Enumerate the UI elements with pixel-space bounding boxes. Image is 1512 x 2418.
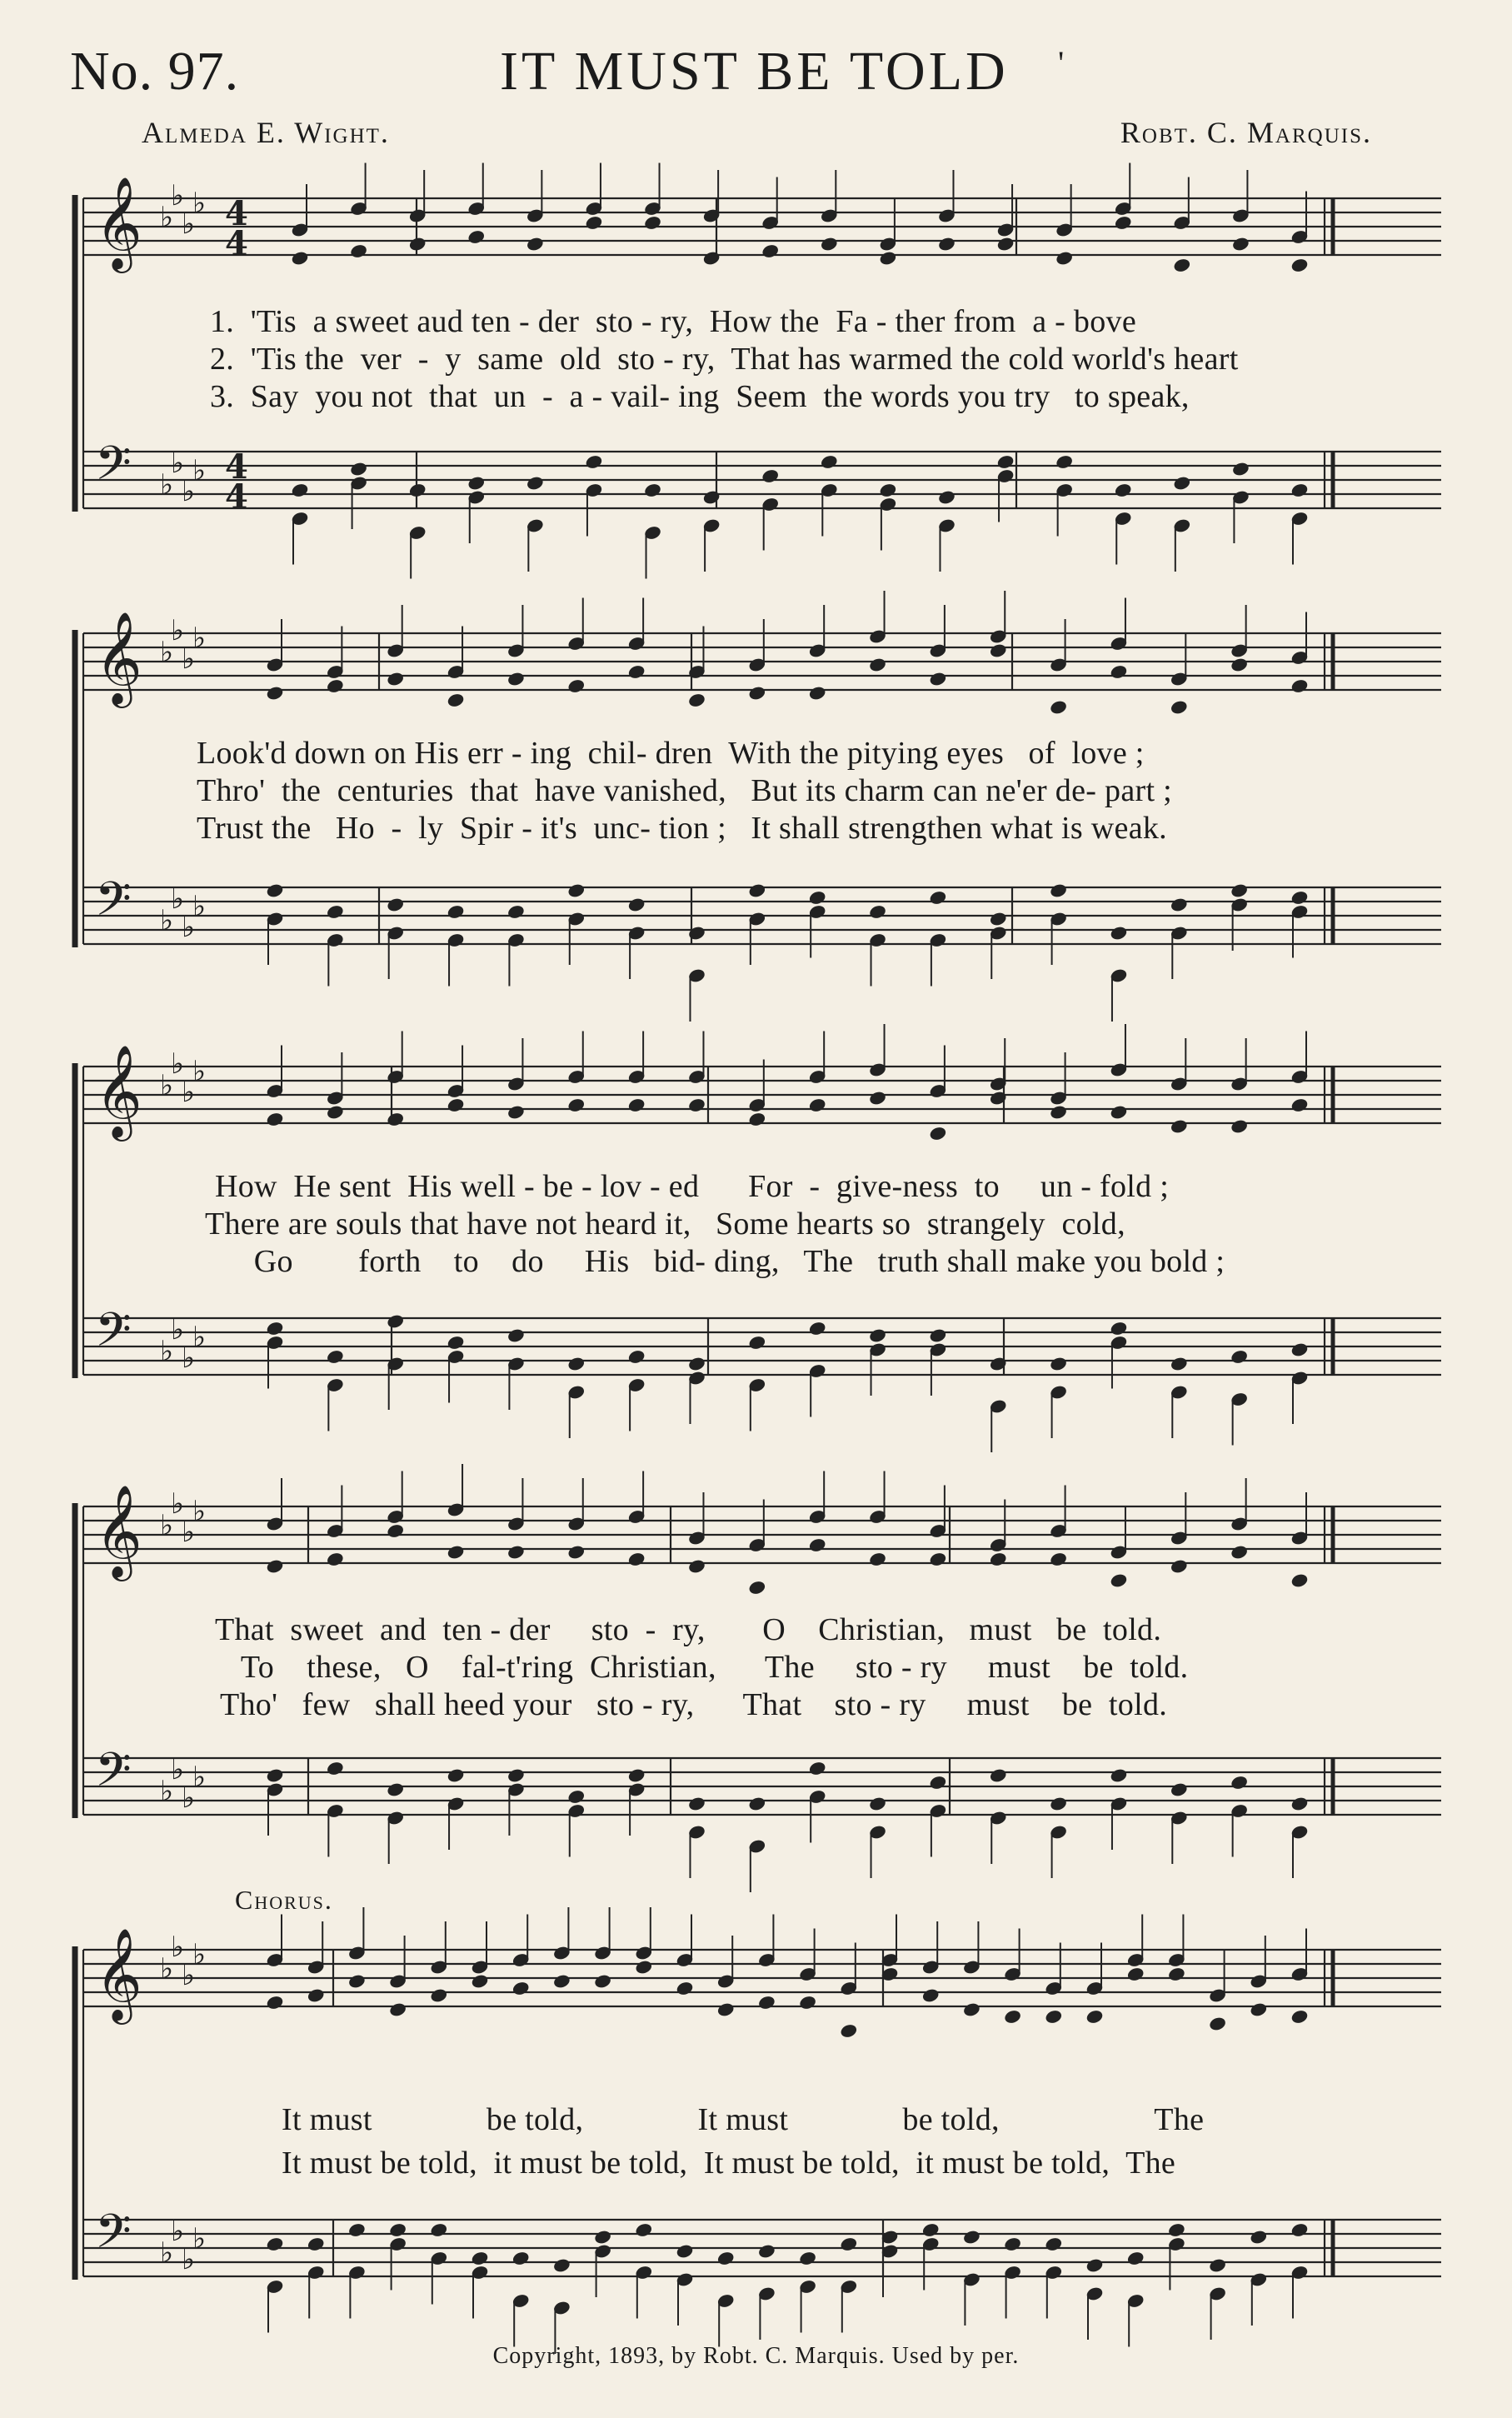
notehead [1110,926,1127,941]
flat-icon: ♭ [160,201,174,234]
notehead [929,1775,946,1790]
notehead [1115,215,1132,230]
notehead [567,883,585,898]
notehead [471,2251,488,2266]
notehead [1290,1796,1308,1811]
notehead [717,2002,735,2017]
bass-clef-icon: 𝄢 [95,1303,132,1369]
notehead [1110,1573,1127,1588]
notehead [507,904,525,919]
flat-icon: ♭ [192,1321,207,1354]
notehead [408,237,426,252]
notehead [879,251,896,266]
notehead [553,2258,571,2273]
title-mark: ' [1058,44,1065,82]
notehead [990,912,1007,927]
lyric-line: Look'd down on His err - ing chil- dren With the pitying eyes of love ; [197,736,1145,771]
lyric-line: Go forth to do His bid- ding, The truth shall make you bold ; [205,1244,1225,1279]
notehead [1250,2002,1267,2017]
lyric-line: It must be told, It must be told, The [282,2102,1205,2137]
notehead [266,1768,283,1783]
notehead [1110,1321,1127,1336]
treble-clef-icon: 𝄞 [95,1044,142,1137]
notehead [387,1782,404,1797]
notehead [1173,257,1190,272]
notehead [567,1545,585,1560]
hymn-number: No. 97. [70,41,240,102]
notehead [350,462,367,477]
notehead [1045,2236,1062,2251]
notehead [266,1995,283,2010]
notehead [635,2222,652,2237]
notehead [748,883,766,898]
notehead [1250,2230,1267,2245]
notehead [808,1321,826,1336]
notehead [808,1097,826,1112]
flat-icon: ♭ [182,911,196,944]
notehead [327,1761,344,1776]
treble-clef-icon: 𝄞 [95,1484,142,1577]
notehead [1230,1119,1248,1134]
notehead [447,692,464,707]
notehead [748,1580,766,1595]
notehead [1085,2009,1103,2024]
flat-icon: ♭ [171,179,185,212]
lyric-line: How He sent His well - be - lov - ed For - give-ness to un - fold ; [215,1169,1170,1204]
notehead [840,2023,857,2038]
lyric-line: It must be told, it must be told, It must be told, it must be told, The [282,2146,1176,2181]
notehead [430,2222,447,2237]
notehead [627,1551,645,1566]
lyric-line: Thro' the centuries that have vanished, But its charm can ne'er de- part ; [197,773,1172,808]
notehead [567,678,585,693]
notehead [507,672,525,687]
notehead [387,1314,404,1329]
notehead [327,1105,344,1120]
notehead [387,672,404,687]
composer-credit: Robt. C. Marquis. [1120,116,1372,149]
notehead [1055,454,1073,469]
bass-clef-icon: 𝄢 [95,2205,132,2271]
notehead [1290,678,1308,693]
notehead [1168,1966,1185,1981]
notehead [1290,890,1308,905]
notehead [627,1768,645,1783]
flat-icon: ♭ [182,642,196,676]
notehead [748,1335,766,1350]
hymn-title: IT MUST BE TOLD [500,41,1009,102]
notehead [938,490,956,505]
notehead [350,243,367,258]
notehead [266,2236,283,2251]
notehead [526,476,544,491]
notehead [1290,1342,1308,1357]
notehead [447,1335,464,1350]
notehead [879,482,896,497]
treble-clef-icon: 𝄞 [95,176,142,269]
chorus-label: Chorus. [235,1885,333,1915]
notehead [348,1974,366,1989]
notehead [1232,462,1250,477]
notehead [821,454,838,469]
notehead [1230,1775,1248,1790]
flat-icon: ♭ [182,1341,196,1375]
flat-icon: ♭ [160,1335,174,1368]
notehead [869,1796,886,1811]
notehead [758,1995,776,2010]
flat-icon: ♭ [192,187,207,220]
notehead [1173,476,1190,491]
flat-icon: ♭ [160,636,174,669]
lyric-line: Tho' few shall heed your sto - ry, That sto - ry must be told. [220,1687,1168,1722]
notehead [627,1349,645,1364]
notehead [748,1796,766,1811]
flat-icon: ♭ [160,1775,174,1808]
notehead [748,686,766,701]
notehead [348,2222,366,2237]
flat-icon: ♭ [182,1781,196,1815]
notehead [1209,2016,1226,2031]
notehead [808,686,826,701]
notehead [327,904,344,919]
flat-icon: ♭ [192,1055,207,1088]
notehead [676,1981,693,1996]
flat-icon: ♭ [192,890,207,923]
notehead [512,1981,530,1996]
lyric-line: 1. 'Tis a sweet aud ten - der sto - ry, How the Fa - ther from a - bove [210,304,1136,339]
notehead [1170,1782,1188,1797]
notehead [307,2236,325,2251]
notehead [507,1328,525,1343]
flat-icon: ♭ [160,904,174,937]
notehead [1110,664,1127,679]
notehead [307,1988,325,2003]
notehead [748,1112,766,1127]
notehead [644,482,661,497]
notehead [507,1545,525,1560]
notehead [990,1768,1007,1783]
time-signature-top: 4 [225,194,248,233]
notehead [507,1105,525,1120]
notehead [702,251,720,266]
notehead [840,2236,857,2251]
lyric-line: That sweet and ten - der sto - ry, O Christian, must be told. [215,1612,1162,1647]
lyric-line: 3. Say you not that un - a - vail- ing Seem the words you try to speak, [210,379,1190,414]
notehead [990,1551,1007,1566]
notehead [1127,1966,1145,1981]
notehead [387,1112,404,1127]
notehead [1050,1551,1067,1566]
notehead [1170,700,1188,715]
treble-clef-icon: 𝄞 [95,611,142,704]
notehead [869,657,886,672]
notehead [808,890,826,905]
notehead [1290,1097,1308,1112]
flat-icon: ♭ [171,1753,185,1786]
copyright-notice: Copyright, 1893, by Robt. C. Marquis. Used by per. [492,2343,1020,2369]
notehead [1115,482,1132,497]
notehead [758,2244,776,2259]
notehead [688,1559,706,1574]
notehead [1170,1356,1188,1371]
flat-icon: ♭ [171,1047,185,1081]
notehead [266,1321,283,1336]
notehead [266,1559,283,1574]
notehead [1168,2222,1185,2237]
bass-clef-icon: 𝄢 [95,437,132,502]
notehead [1209,2258,1226,2273]
notehead [808,1537,826,1552]
notehead [266,686,283,701]
notehead [1004,2236,1021,2251]
notehead [688,1796,706,1811]
notehead [1170,1559,1188,1574]
notehead [1050,883,1067,898]
notehead [627,897,645,912]
notehead [467,476,485,491]
notehead [567,1789,585,1804]
time-signature-bottom: 4 [225,477,248,517]
notehead [447,904,464,919]
notehead [291,482,308,497]
flat-icon: ♭ [171,2215,185,2248]
notehead [594,2230,611,2245]
notehead [688,692,706,707]
notehead [1055,251,1073,266]
notehead [266,883,283,898]
bass-clef-icon: 𝄢 [95,872,132,938]
notehead [594,1974,611,1989]
flat-icon: ♭ [192,1761,207,1794]
notehead [585,454,602,469]
flat-icon: ♭ [171,1313,185,1346]
notehead [1290,257,1308,272]
flat-icon: ♭ [171,1487,185,1521]
notehead [447,1545,464,1560]
notehead [635,1960,652,1975]
flat-icon: ♭ [192,622,207,655]
notehead [676,2244,693,2259]
flat-icon: ♭ [182,1516,196,1549]
notehead [996,237,1014,252]
notehead [585,215,602,230]
notehead [717,2251,735,2266]
notehead [327,1349,344,1364]
notehead [447,1097,464,1112]
notehead [929,1551,946,1566]
notehead [922,1988,940,2003]
notehead [869,1328,886,1343]
flat-icon: ♭ [182,207,196,241]
bass-clef-icon: 𝄢 [95,1743,132,1809]
notehead [929,1328,946,1343]
notehead [291,251,308,266]
notehead [869,1551,886,1566]
notehead [387,897,404,912]
notehead [996,454,1014,469]
flat-icon: ♭ [160,468,174,502]
notehead [990,643,1007,658]
flat-icon: ♭ [171,447,185,480]
flat-icon: ♭ [160,1069,174,1102]
notehead [1050,1356,1067,1371]
notehead [963,2230,981,2245]
lyricist-credit: Almeda E. Wight. [142,116,390,149]
notehead [327,678,344,693]
notehead [327,1551,344,1566]
flat-icon: ♭ [192,1495,207,1528]
notehead [938,237,956,252]
notehead [567,1097,585,1112]
flat-icon: ♭ [171,614,185,647]
notehead [567,1356,585,1371]
notehead [922,2222,940,2237]
notehead [929,890,946,905]
notehead [929,1126,946,1141]
notehead [1004,2009,1021,2024]
notehead [869,904,886,919]
notehead [702,490,720,505]
notehead [389,2002,407,2017]
notehead [808,1761,826,1776]
flat-icon: ♭ [182,1076,196,1109]
notehead [1085,2258,1103,2273]
flat-icon: ♭ [192,2222,207,2256]
notehead [507,1768,525,1783]
notehead [1230,657,1248,672]
flat-icon: ♭ [182,475,196,508]
notehead [389,2222,407,2237]
notehead [1045,2009,1062,2024]
treble-clef-icon: 𝄞 [95,1927,142,2021]
notehead [387,1523,404,1538]
time-signature-top: 4 [225,447,248,487]
notehead [1170,1119,1188,1134]
lyric-line: 2. 'Tis the ver - y same old sto - ry, That has warmed the cold world's heart [210,342,1239,377]
notehead [447,1768,464,1783]
notehead [553,1974,571,1989]
flat-icon: ♭ [182,2243,196,2276]
time-signature-bottom: 4 [225,224,248,263]
notehead [1230,1545,1248,1560]
notehead [1110,1768,1127,1783]
notehead [799,1995,816,2010]
flat-icon: ♭ [160,1509,174,1542]
notehead [761,468,779,483]
notehead [1230,883,1248,898]
notehead [627,1097,645,1112]
notehead [1127,2251,1145,2266]
notehead [869,1091,886,1106]
notehead [688,1097,706,1112]
flat-icon: ♭ [192,1938,207,1971]
notehead [1232,237,1250,252]
notehead [1290,482,1308,497]
flat-icon: ♭ [160,1952,174,1986]
notehead [799,2251,816,2266]
notehead [627,664,645,679]
notehead [821,237,838,252]
notehead [471,1974,488,1989]
notehead [1230,1349,1248,1364]
lyric-line: To these, O fal-t'ring Christian, The sto - ry must be told. [225,1650,1189,1685]
flat-icon: ♭ [182,1959,196,1992]
notehead [644,215,661,230]
notehead [688,1356,706,1371]
notehead [1110,1105,1127,1120]
flat-icon: ♭ [171,882,185,916]
lyric-line: There are souls that have not heard it, Some hearts so strangely cold, [205,1207,1125,1241]
notehead [1290,2222,1308,2237]
notehead [526,237,544,252]
notehead [929,672,946,687]
notehead [266,1112,283,1127]
notehead [1050,700,1067,715]
flat-icon: ♭ [160,2236,174,2270]
notehead [1050,1105,1067,1120]
notehead [1290,2009,1308,2024]
notehead [761,243,779,258]
notehead [963,2002,981,2017]
notehead [1170,897,1188,912]
flat-icon: ♭ [192,454,207,487]
notehead [1050,1796,1067,1811]
notehead [512,2251,530,2266]
notehead [467,229,485,244]
lyric-line: Trust the Ho - ly Spir - it's unc- tion ; It shall strengthen what is weak. [197,811,1167,846]
notehead [408,482,426,497]
notehead [430,1988,447,2003]
flat-icon: ♭ [171,1931,185,1964]
notehead [1290,1573,1308,1588]
